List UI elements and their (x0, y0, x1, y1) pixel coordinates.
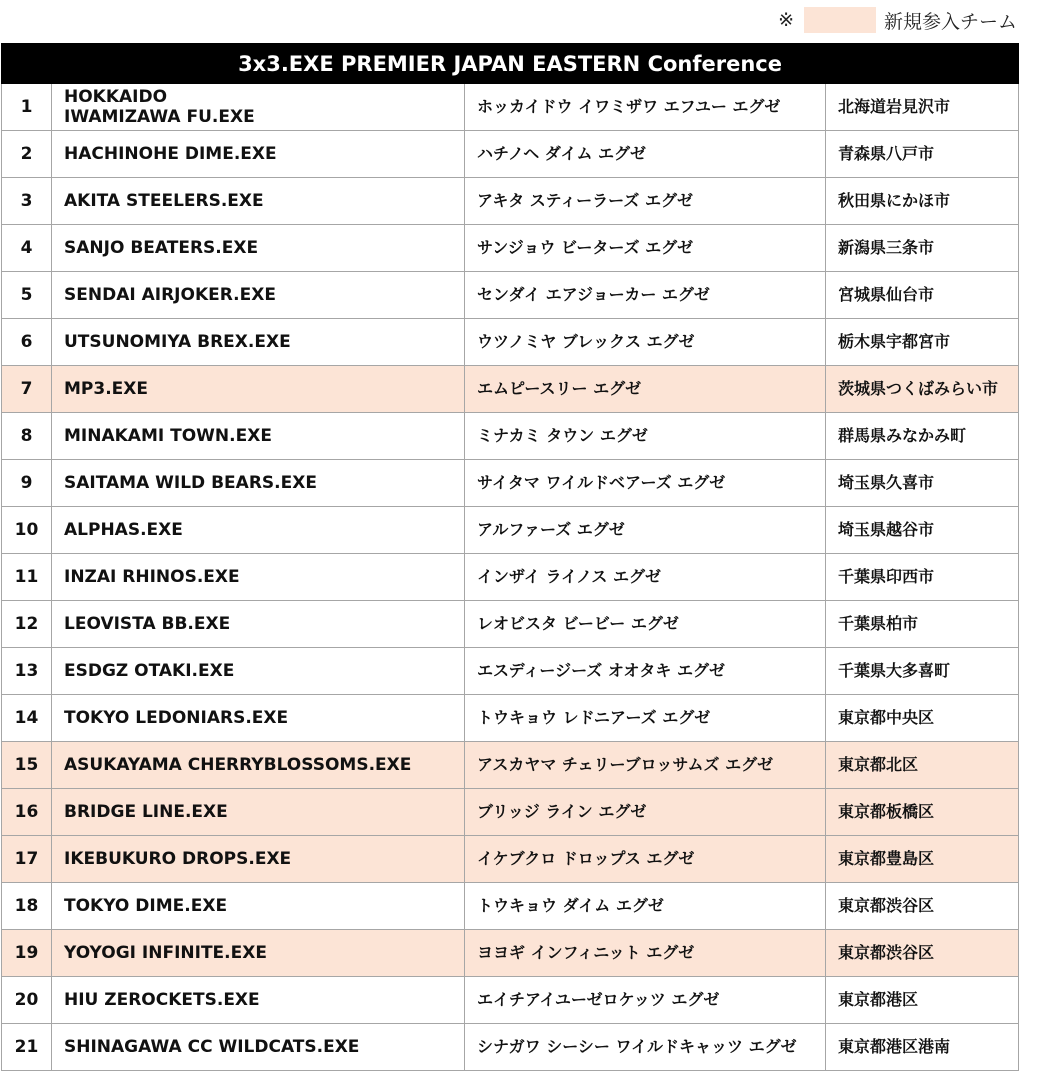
team-number: 15 (2, 742, 52, 789)
team-number: 13 (2, 648, 52, 695)
team-number: 17 (2, 836, 52, 883)
team-name (52, 366, 465, 413)
team-hometown: 東京都北区 (826, 742, 1019, 789)
new-team-legend (778, 6, 1017, 34)
table-row (2, 84, 1019, 131)
team-name-kana: ミナカミ タウン エグゼ (465, 413, 826, 460)
table-row (2, 413, 1019, 460)
team-hometown: 新潟県三条市 (826, 225, 1019, 272)
team-name-line: SAITAMA WILD BEARS.EXE (64, 473, 317, 493)
team-hometown: 東京都中央区 (826, 695, 1019, 742)
team-name-kana: トウキョウ ダイム エグゼ (465, 883, 826, 930)
team-name-line: HOKKAIDO (64, 87, 168, 107)
table-row (2, 977, 1019, 1024)
team-name (52, 695, 465, 742)
team-hometown: 東京都港区 (826, 977, 1019, 1024)
table-row (2, 272, 1019, 319)
team-number: 4 (2, 225, 52, 272)
table-row (2, 1024, 1019, 1071)
team-name-kana: サンジョウ ビーターズ エグゼ (465, 225, 826, 272)
team-name-line: ASUKAYAMA CHERRYBLOSSOMS.EXE (64, 755, 412, 775)
team-name-kana: エイチアイユーゼロケッツ エグゼ (465, 977, 826, 1024)
team-hometown: 千葉県印西市 (826, 554, 1019, 601)
table-row (2, 460, 1019, 507)
team-name-kana: インザイ ライノス エグゼ (465, 554, 826, 601)
team-number: 6 (2, 319, 52, 366)
team-hometown: 栃木県宇都宮市 (826, 319, 1019, 366)
team-hometown: 千葉県大多喜町 (826, 648, 1019, 695)
team-name-line: MINAKAMI TOWN.EXE (64, 426, 272, 446)
team-name (52, 930, 465, 977)
table-title-row (2, 44, 1019, 84)
team-name (52, 507, 465, 554)
team-name-line: IKEBUKURO DROPS.EXE (64, 849, 292, 869)
team-name-kana: ハチノヘ ダイム エグゼ (465, 131, 826, 178)
team-number: 12 (2, 601, 52, 648)
team-name-line: ESDGZ OTAKI.EXE (64, 661, 235, 681)
table-row (2, 366, 1019, 413)
team-name-kana: アキタ スティーラーズ エグゼ (465, 178, 826, 225)
team-name (52, 601, 465, 648)
table-row (2, 507, 1019, 554)
table-row (2, 131, 1019, 178)
team-name-line: TOKYO DIME.EXE (64, 896, 228, 916)
team-number: 20 (2, 977, 52, 1024)
team-hometown: 秋田県にかほ市 (826, 178, 1019, 225)
team-name-kana: ウツノミヤ ブレックス エグゼ (465, 319, 826, 366)
legend-label: 新規参入チーム (883, 10, 1017, 33)
team-hometown: 千葉県柏市 (826, 601, 1019, 648)
team-number: 19 (2, 930, 52, 977)
team-name-line: BRIDGE LINE.EXE (64, 802, 228, 822)
team-name-line: MP3.EXE (64, 379, 148, 399)
legend-mark: ※ (778, 9, 794, 31)
team-name (52, 460, 465, 507)
team-number: 14 (2, 695, 52, 742)
conference-team-table (1, 43, 1019, 1071)
team-name (52, 554, 465, 601)
table-row (2, 695, 1019, 742)
team-name (52, 319, 465, 366)
team-hometown: 北海道岩見沢市 (826, 84, 1019, 131)
team-name-kana: エムピースリー エグゼ (465, 366, 826, 413)
team-name-line: HIU ZEROCKETS.EXE (64, 990, 260, 1010)
team-number: 7 (2, 366, 52, 413)
team-number: 2 (2, 131, 52, 178)
team-name-line: HACHINOHE DIME.EXE (64, 144, 277, 164)
team-number: 3 (2, 178, 52, 225)
legend-swatch (804, 7, 876, 33)
team-name-kana: シナガワ シーシー ワイルドキャッツ エグゼ (465, 1024, 826, 1071)
team-name-kana: センダイ エアジョーカー エグゼ (465, 272, 826, 319)
team-name (52, 742, 465, 789)
team-name-kana: イケブクロ ドロップス エグゼ (465, 836, 826, 883)
team-name-kana: アスカヤマ チェリーブロッサムズ エグゼ (465, 742, 826, 789)
team-name (52, 836, 465, 883)
team-name-line: ALPHAS.EXE (64, 520, 183, 540)
team-hometown: 群馬県みなかみ町 (826, 413, 1019, 460)
team-hometown: 東京都豊島区 (826, 836, 1019, 883)
team-name-line: SHINAGAWA CC WILDCATS.EXE (64, 1037, 360, 1057)
table-row (2, 742, 1019, 789)
team-name-line: INZAI RHINOS.EXE (64, 567, 240, 587)
team-name (52, 272, 465, 319)
team-number: 18 (2, 883, 52, 930)
table-row (2, 930, 1019, 977)
team-number: 5 (2, 272, 52, 319)
team-hometown: 埼玉県越谷市 (826, 507, 1019, 554)
team-name-line: AKITA STEELERS.EXE (64, 191, 264, 211)
team-name (52, 789, 465, 836)
team-hometown: 埼玉県久喜市 (826, 460, 1019, 507)
team-number: 1 (2, 84, 52, 131)
table-row (2, 601, 1019, 648)
table-row (2, 225, 1019, 272)
team-number: 21 (2, 1024, 52, 1071)
team-name (52, 883, 465, 930)
team-hometown: 東京都港区港南 (826, 1024, 1019, 1071)
team-hometown: 宮城県仙台市 (826, 272, 1019, 319)
team-name (52, 131, 465, 178)
team-name-line: IWAMIZAWA FU.EXE (64, 107, 255, 127)
team-name-kana: トウキョウ レドニアーズ エグゼ (465, 695, 826, 742)
table-row (2, 648, 1019, 695)
table-row (2, 836, 1019, 883)
team-name (52, 178, 465, 225)
team-name (52, 84, 465, 131)
table-title: 3x3.EXE PREMIER JAPAN EASTERN Conference (2, 44, 1019, 84)
team-number: 10 (2, 507, 52, 554)
team-number: 11 (2, 554, 52, 601)
team-name (52, 977, 465, 1024)
team-name (52, 1024, 465, 1071)
table-row (2, 789, 1019, 836)
table-row (2, 554, 1019, 601)
team-number: 9 (2, 460, 52, 507)
team-name (52, 225, 465, 272)
team-name-kana: アルファーズ エグゼ (465, 507, 826, 554)
team-name (52, 648, 465, 695)
team-name-kana: レオビスタ ビービー エグゼ (465, 601, 826, 648)
team-name (52, 413, 465, 460)
team-hometown: 茨城県つくばみらい市 (826, 366, 1019, 413)
team-hometown: 東京都渋谷区 (826, 883, 1019, 930)
team-name-line: UTSUNOMIYA BREX.EXE (64, 332, 291, 352)
team-name-line: SENDAI AIRJOKER.EXE (64, 285, 276, 305)
table-row (2, 883, 1019, 930)
team-number: 16 (2, 789, 52, 836)
team-rows (2, 84, 1019, 1071)
team-name-kana: エスディージーズ オオタキ エグゼ (465, 648, 826, 695)
team-hometown: 東京都渋谷区 (826, 930, 1019, 977)
table-row (2, 319, 1019, 366)
table-row (2, 178, 1019, 225)
team-name-kana: ヨヨギ インフィニット エグゼ (465, 930, 826, 977)
team-name-line: YOYOGI INFINITE.EXE (64, 943, 267, 963)
team-name-line: TOKYO LEDONIARS.EXE (64, 708, 289, 728)
team-name-kana: サイタマ ワイルドベアーズ エグゼ (465, 460, 826, 507)
team-name-line: SANJO BEATERS.EXE (64, 238, 259, 258)
team-hometown: 青森県八戸市 (826, 131, 1019, 178)
team-number: 8 (2, 413, 52, 460)
team-name-line: LEOVISTA BB.EXE (64, 614, 231, 634)
team-name-kana: ブリッジ ライン エグゼ (465, 789, 826, 836)
team-hometown: 東京都板橋区 (826, 789, 1019, 836)
team-name-kana: ホッカイドウ イワミザワ エフユー エグゼ (465, 84, 826, 131)
